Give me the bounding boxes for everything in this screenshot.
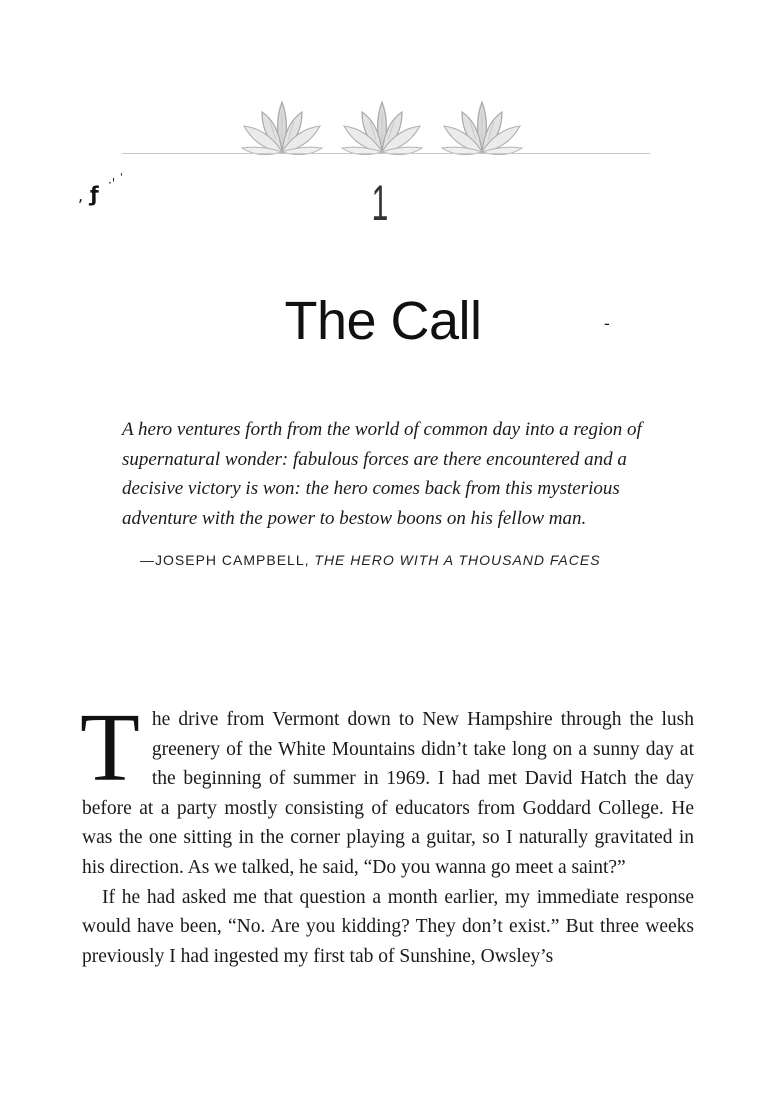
header-rule bbox=[122, 153, 650, 154]
ink-speck: ' bbox=[120, 172, 123, 183]
chapter-title: The Call bbox=[284, 291, 482, 351]
attribution-author: —JOSEPH CAMPBELL, bbox=[140, 552, 315, 568]
chapter-body bbox=[80, 694, 694, 971]
ink-speck: ·' bbox=[108, 176, 116, 190]
ink-speck: ƒ bbox=[90, 182, 99, 206]
paragraph bbox=[80, 694, 694, 883]
drop-cap: T bbox=[80, 694, 140, 802]
paragraph-text: he drive from Vermont down to New Hampshire through the lush greenery of the White Mountains didn’t take long on a sunny day at the beginning of summer in 1969. I had met David Hatch the day before at a party mostly consisting of educators from Goddard College. He was the one sitting in the corner playing a guitar, so I naturally gravitated in his direction. As we talked, he said, “Do you wanna go meet a saint?” bbox=[82, 709, 694, 878]
paragraph: If he had asked me that question a month earlier, my immediate response would have been, “No. Are you kidding? They don’t exist.” But three weeks previously I had ingested my first tab of Sunshine, Owsley’s bbox=[82, 886, 694, 967]
lotus-ornament bbox=[232, 92, 532, 160]
ink-speck: - bbox=[604, 314, 610, 333]
epigraph-quote: A hero ventures forth from the world of common day into a region of supernatural wonder: fabulous forces are there encountered and a decisive victory is won: the hero comes back from this mysterious adventure with the power to bestow boons on his fellow man. bbox=[122, 419, 642, 529]
lotus-flower-icon bbox=[232, 92, 532, 160]
epigraph-attribution bbox=[140, 552, 601, 568]
ink-speck: , bbox=[78, 186, 84, 205]
chapter-number: 1 bbox=[371, 175, 389, 231]
attribution-book-title: THE HERO WITH A THOUSAND FACES bbox=[314, 552, 601, 568]
